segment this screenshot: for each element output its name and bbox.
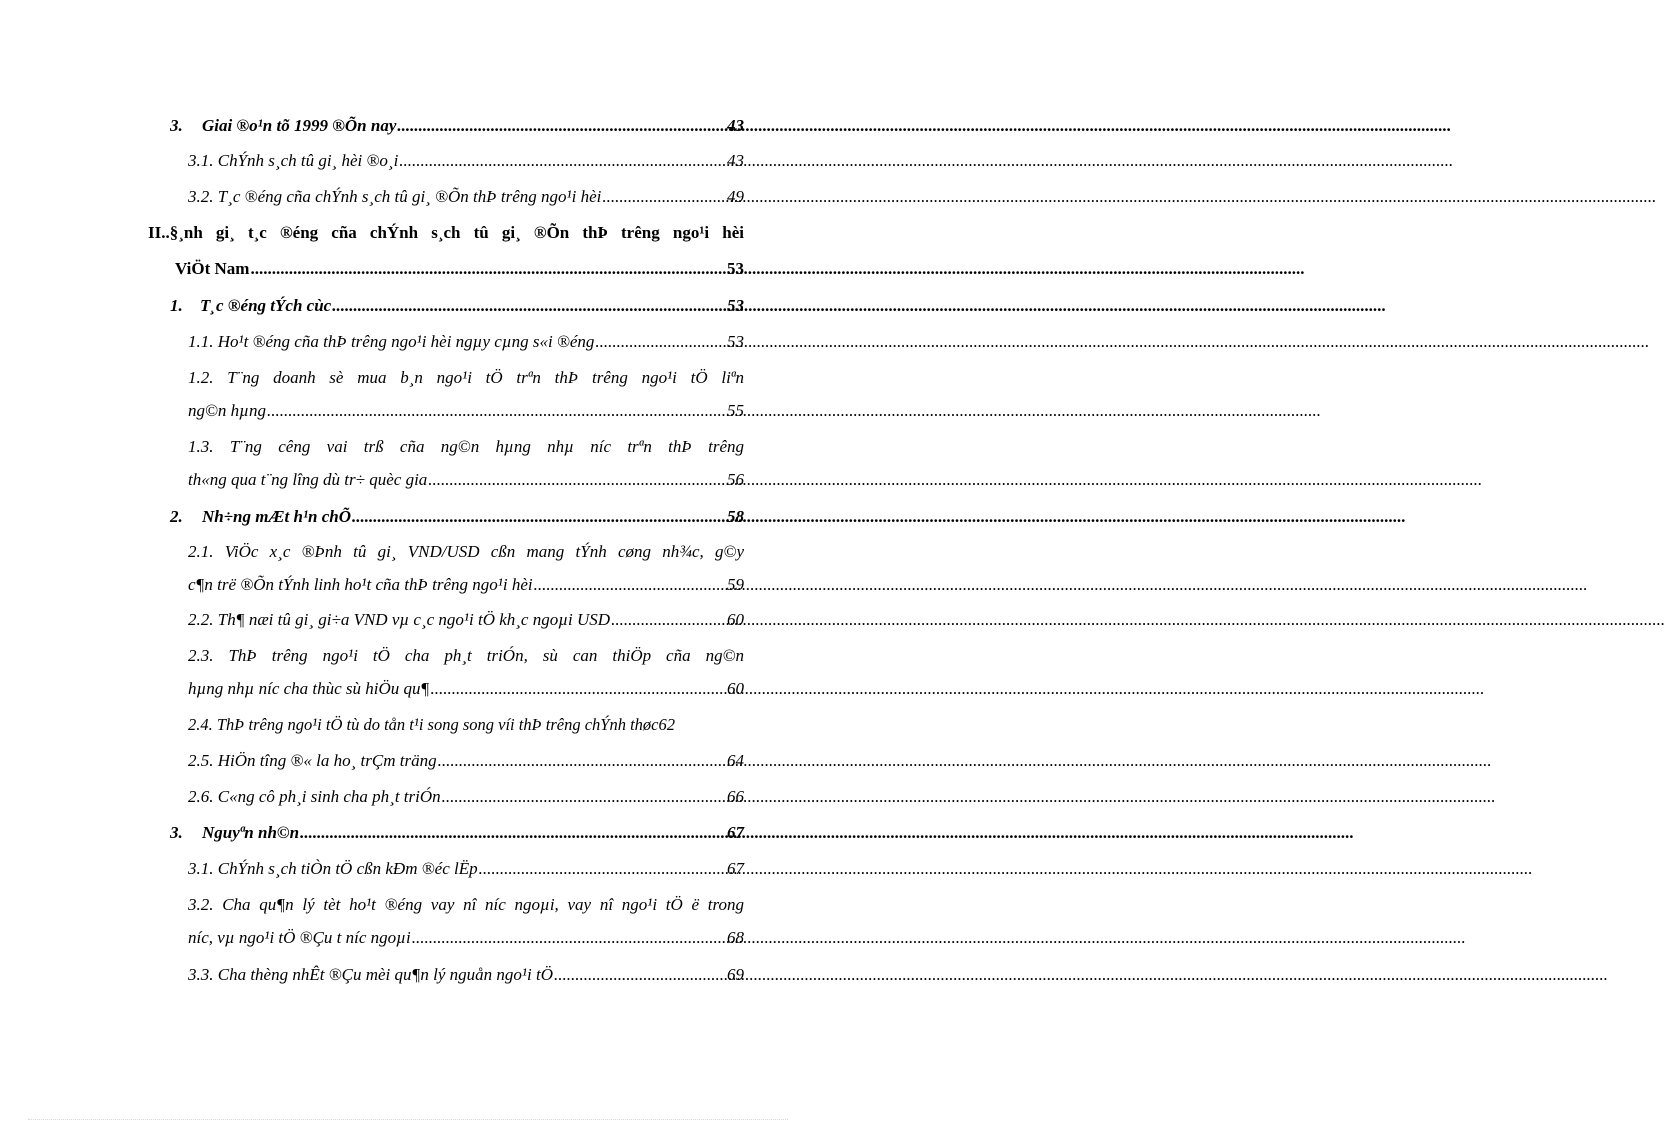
- toc-entry: 2.6. C«ng cô ph¸i sinh cha ph¸t triÓn ..... 66: [188, 786, 744, 808]
- toc-page-number: 43: [727, 116, 744, 135]
- toc-entry-line1: 1.2. T¨ng doanh sè mua b¸n ngo¹i tÖ trªn thÞ trêng ngo¹i tÖ liªn: [188, 368, 744, 387]
- toc-page-number: 58: [727, 507, 744, 526]
- page-bottom-divider: [28, 1119, 788, 1120]
- toc-entry: ng©n hµng ..... 55: [188, 400, 744, 422]
- toc-page-number: 69: [727, 965, 744, 984]
- toc-page-number: 64: [727, 751, 744, 770]
- toc-page-number: 53: [727, 259, 744, 278]
- toc-entry-line1: 3.2. Cha qu¶n lý tèt ho¹t ®éng vay nî níc ngoµi, vay nî ngo¹i tÖ ë trong: [188, 895, 744, 914]
- toc-entry: 3.3. Cha thèng nhÊt ®Çu mèi qu¶n lý nguån ngo¹i tÖ ..... 69: [188, 964, 744, 986]
- toc-entry: 2.4. ThÞ trêng ngo¹i tÖ tù do tån t¹i song song víi thÞ trêng chÝnh thøc 62: [188, 715, 676, 734]
- toc-entry: c¶n trë ®Õn tÝnh linh ho¹t cña thÞ trêng ngo¹i hèi ..... 59: [188, 574, 744, 596]
- toc-page-number: 67: [727, 823, 744, 842]
- toc-page-number: 62: [658, 715, 676, 734]
- toc-entry: 3.1. ChÝnh s¸ch tû gi¸ hèi ®o¸i ..... 43: [188, 150, 744, 172]
- toc-page-number: 53: [727, 332, 744, 351]
- toc-page-number: 67: [727, 859, 744, 878]
- toc-page-number: 56: [727, 470, 744, 489]
- toc-entry: níc, vµ ngo¹i tÖ ®Çu t níc ngoµi ..... 68: [188, 927, 744, 949]
- toc-entry-line1: 2.1. ViÖc x¸c ®Þnh tû gi¸ VND/USD cßn mang tÝnh cøng nh¾c, g©y: [188, 542, 744, 561]
- toc-page-number: 66: [727, 787, 744, 806]
- toc-page-number: 60: [727, 610, 744, 629]
- toc-chapter-heading-line1: II..§¸nh gi¸ t¸c ®éng cña chÝnh s¸ch tû gi¸ ®Õn thÞ trêng ngo¹i hèi: [148, 223, 744, 242]
- toc-entry-line1: 2.3. ThÞ trêng ngo¹i tÖ cha ph¸t triÓn, sù can thiÖp cña ng©n: [188, 646, 744, 665]
- toc-chapter-heading: ViÖt Nam ..... 53: [175, 258, 744, 280]
- toc-section-heading: 3. Nguyªn nh©n ..... 67: [170, 822, 744, 844]
- toc-page-number: 55: [727, 401, 744, 420]
- toc-page-number: 68: [727, 928, 744, 947]
- toc-page-number: 53: [727, 296, 744, 315]
- toc-section-heading: 1. T¸c ®éng tÝch cùc ..... 53: [170, 295, 744, 317]
- toc-entry: 2.5. HiÖn tîng ®« la ho¸ trÇm träng ..... 64: [188, 750, 744, 772]
- toc-entry: th«ng qua t¨ng lîng dù tr÷ quèc gia ..... 56: [188, 469, 744, 491]
- toc-page-number: 60: [727, 679, 744, 698]
- toc-entry: hµng nhµ níc cha thùc sù hiÖu qu¶ ..... 60: [188, 678, 744, 700]
- toc-entry: 3.1. ChÝnh s¸ch tiÒn tÖ cßn kÐm ®éc lËp ..... 67: [188, 858, 744, 880]
- toc-section-heading: 2. Nh÷ng mÆt h¹n chÕ ..... 58: [170, 506, 744, 528]
- toc-page-number: 59: [727, 575, 744, 594]
- toc-entry: 1.1. Ho¹t ®éng cña thÞ trêng ngo¹i hèi ngµy cµng s«i ®éng ..... 53: [188, 331, 744, 353]
- toc-entry: 3.2. T¸c ®éng cña chÝnh s¸ch tû gi¸ ®Õn thÞ trêng ngo¹i hèi ..... 49: [188, 186, 744, 208]
- toc-page-number: 49: [727, 187, 744, 206]
- toc-section-heading: 3. Giai ®o¹n tõ 1999 ®Õn nay ..... 43: [170, 115, 744, 137]
- toc-entry-line1: 1.3. T¨ng cêng vai trß cña ng©n hµng nhµ níc trªn thÞ trêng: [188, 437, 744, 456]
- toc-page-number: 43: [727, 151, 744, 170]
- toc-entry: 2.2. Th¶ næi tû gi¸ gi÷a VND vµ c¸c ngo¹i tÖ kh¸c ngoµi USD ..... 60: [188, 609, 744, 631]
